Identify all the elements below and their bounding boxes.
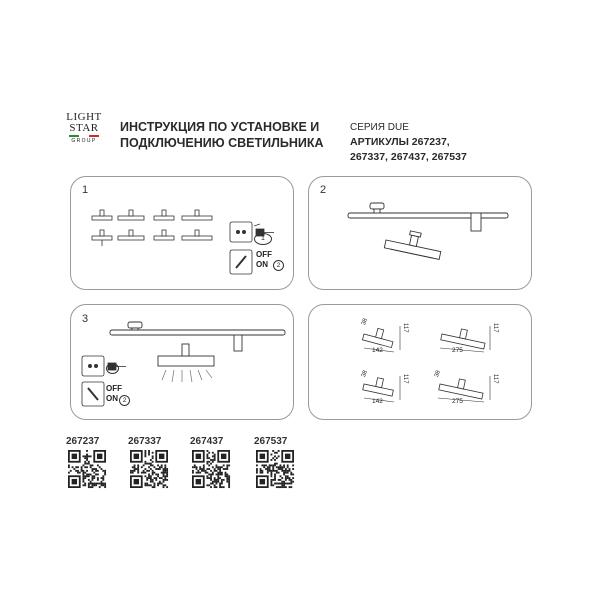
- step-1-marker: 1: [106, 363, 119, 374]
- power-switch-icon: [82, 382, 104, 406]
- luminaire-icon: [182, 230, 212, 240]
- luminaire-icon: [118, 210, 144, 220]
- series-info: [350, 120, 530, 165]
- title-line1: ИНСТРУКЦИЯ ПО УСТАНОВКЕ И: [120, 120, 320, 134]
- brand-logo: [62, 112, 106, 144]
- ceiling-mount-icon: [370, 203, 384, 209]
- luminaire-icon: [154, 210, 174, 220]
- logo-line2: STAR: [69, 122, 99, 134]
- track-rail: [110, 330, 285, 335]
- luminaire-short-icon: [363, 375, 395, 396]
- dim-height-4: 117: [492, 374, 498, 384]
- dim-height-1: 117: [402, 323, 408, 333]
- power-plug-icon: [82, 356, 126, 376]
- dim-depth-1: 38: [361, 317, 369, 327]
- step-1-marker: 1: [254, 233, 272, 245]
- off-label: OFF: [106, 384, 122, 393]
- dim-depth-3: 38: [361, 369, 369, 379]
- dim-height-2: 117: [492, 323, 498, 333]
- step-2-marker: 2: [273, 260, 284, 271]
- step-2-marker: 2: [119, 395, 130, 406]
- articles-line2: 267337, 267437, 267537: [350, 151, 467, 163]
- on-label: ON: [106, 394, 118, 403]
- articles-line1: АРТИКУЛЫ 267237,: [350, 136, 450, 148]
- dim-depth-4: 38: [434, 369, 442, 379]
- power-switch-icon: [230, 250, 252, 274]
- qr-label-4: 267537: [254, 436, 288, 447]
- luminaire-icon: [182, 210, 212, 220]
- title-line2: ПОДКЛЮЧЕНИЮ СВЕТИЛЬНИКА: [120, 136, 324, 150]
- qr-code-icon[interactable]: [130, 450, 168, 488]
- dim-length-4: 275: [452, 398, 463, 405]
- track-end-connector: [471, 213, 481, 231]
- logo-flag-icon: [69, 135, 99, 137]
- qr-label-2: 267337: [128, 436, 162, 447]
- luminaire-icon: [384, 226, 443, 259]
- dim-length-1: 142: [372, 347, 383, 354]
- light-rays-icon: [162, 370, 212, 382]
- luminaire-short-icon: [362, 325, 395, 347]
- qr-code-icon[interactable]: [192, 450, 230, 488]
- luminaire-icon: [92, 230, 112, 240]
- luminaire-long-icon: [439, 375, 485, 399]
- ceiling-mount-icon: [128, 322, 142, 328]
- document-title: [120, 119, 330, 151]
- qr-label-3: 267437: [190, 436, 224, 447]
- qr-code-icon[interactable]: [68, 450, 106, 488]
- luminaire-icon: [158, 344, 214, 366]
- panel-2-illustration: [308, 176, 532, 290]
- luminaire-icon: [154, 230, 174, 240]
- dim-length-2: 275: [452, 347, 463, 354]
- luminaire-icon: [118, 230, 144, 240]
- track-rail: [348, 213, 508, 218]
- logo-line1: LIGHT: [66, 111, 102, 123]
- logo-line3: GROUP: [71, 138, 97, 144]
- panel-3-number: 3: [82, 313, 89, 325]
- qr-code-icon[interactable]: [256, 450, 294, 488]
- on-label: ON: [256, 260, 268, 269]
- qr-label-1: 267237: [66, 436, 100, 447]
- off-label: OFF: [256, 250, 272, 259]
- track-end-connector: [234, 335, 242, 351]
- series-line: СЕРИЯ DUE: [350, 122, 409, 133]
- panel-4-illustration: [308, 304, 532, 420]
- luminaire-icon: [92, 210, 112, 220]
- dim-height-3: 117: [402, 374, 408, 384]
- panel-3-illustration: [70, 304, 294, 420]
- panel-2-number: 2: [320, 184, 327, 196]
- panel-1-number: 1: [82, 184, 89, 196]
- luminaire-long-icon: [441, 325, 487, 349]
- dim-length-3: 142: [372, 398, 383, 405]
